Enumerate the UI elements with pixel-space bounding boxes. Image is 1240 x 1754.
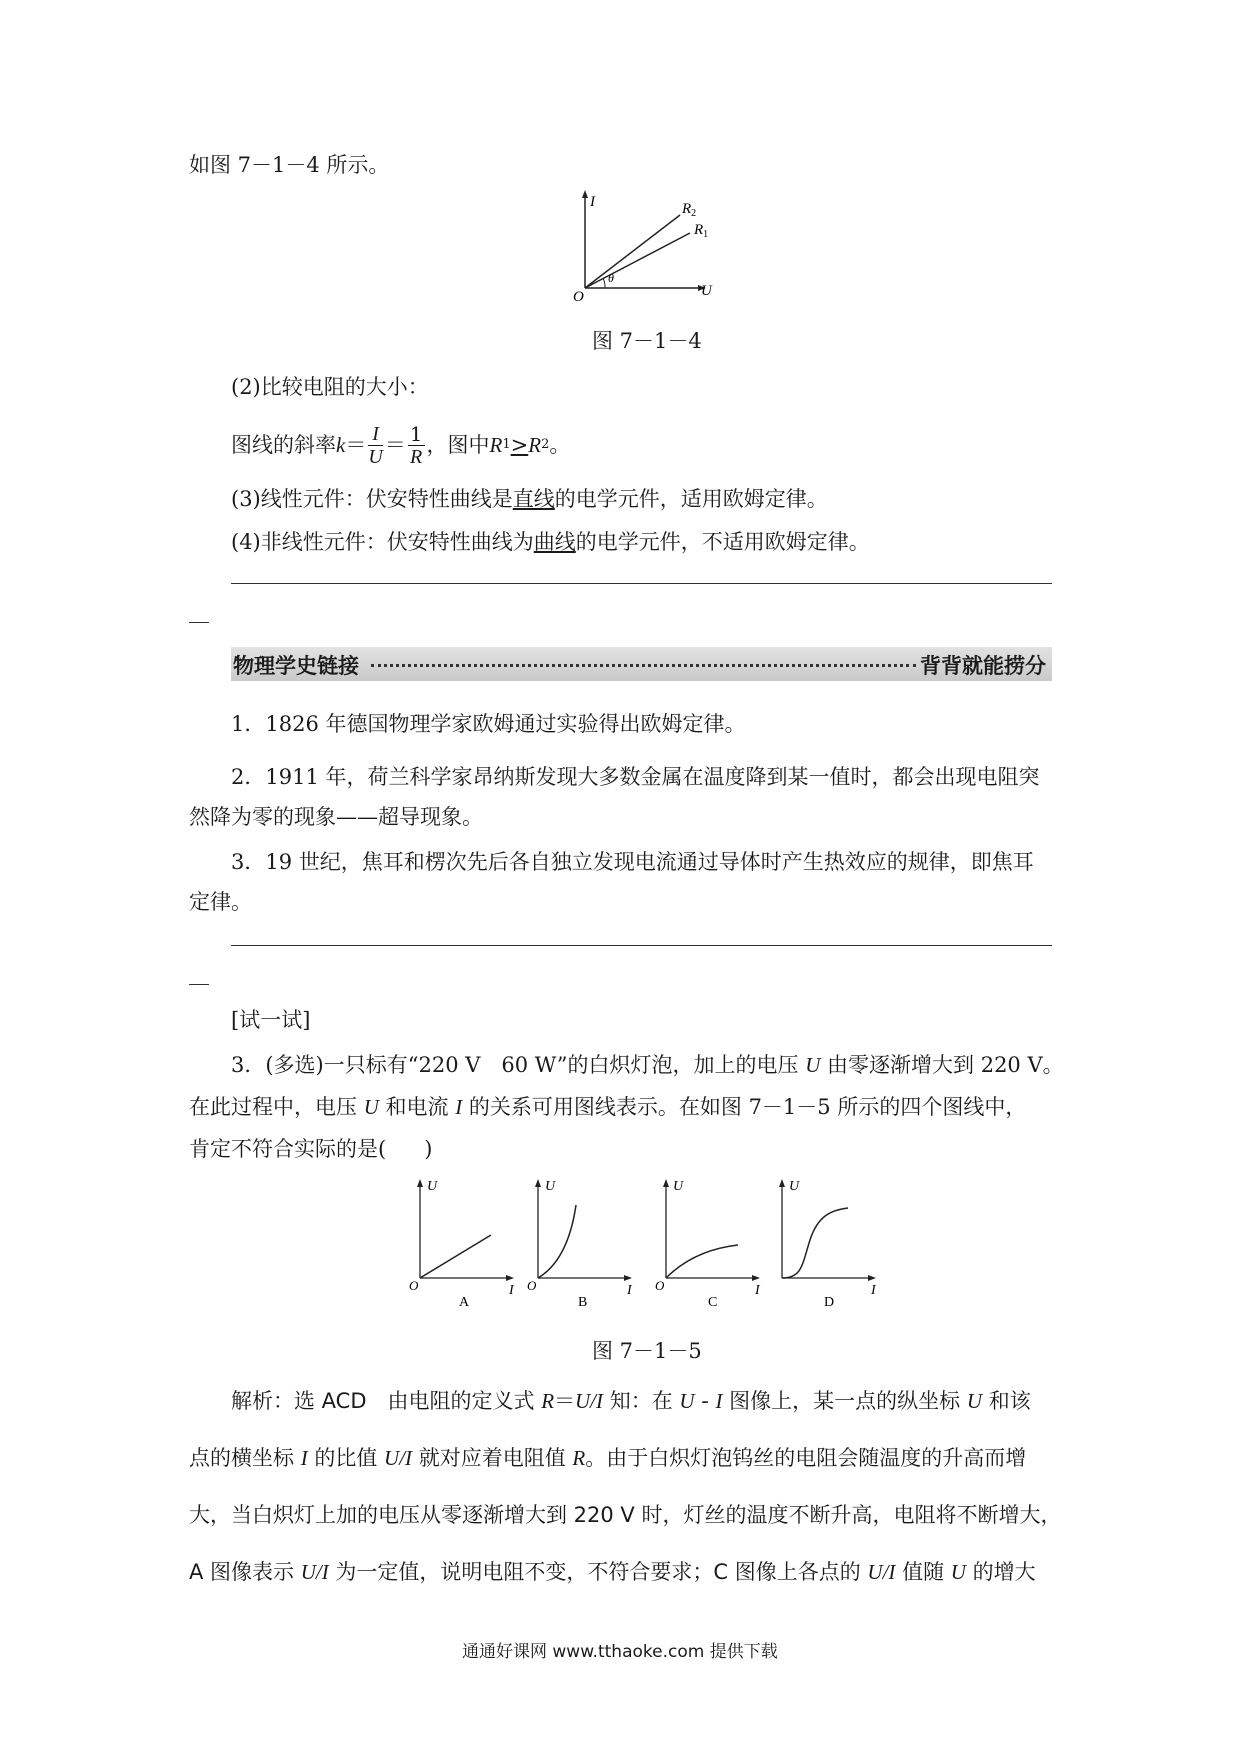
- svg-text:O: O: [409, 1278, 419, 1293]
- fraction-1-over-r: $\frac{1}{R}$: [409, 421, 423, 468]
- history-item-1: 1．1826 年德国物理学家欧姆通过实验得出欧姆定律。: [231, 712, 746, 736]
- option-b-label: B: [578, 1295, 588, 1310]
- history-item-2-line1: 2．1911 年，荷兰科学家昂纳斯发现大多数金属在温度降到某一值时，都会出现电阻突: [231, 765, 1040, 789]
- divider-dash-1: [189, 622, 209, 623]
- fig4-y-label: I: [590, 194, 595, 210]
- svg-text:I: I: [627, 1283, 632, 1298]
- graph-c: [655, 1179, 761, 1310]
- point4: (4)非线性元件：伏安特性曲线为曲线的电学元件，不适用欧姆定律。: [231, 530, 870, 554]
- fig5-caption: 图 7－1－5: [592, 1339, 702, 1363]
- svg-text:O: O: [655, 1278, 665, 1293]
- graph-a-curve: [420, 1235, 491, 1278]
- svg-text:U: U: [427, 1179, 438, 1194]
- banner-subtitle: 背背就能捞分: [920, 654, 1046, 678]
- graph-a: [409, 1179, 515, 1310]
- intro-line: 如图 7－1－4 所示。: [189, 153, 390, 177]
- svg-text:I: I: [509, 1283, 514, 1298]
- option-c-label: C: [708, 1295, 718, 1310]
- banner-title: 物理学史链接: [233, 654, 359, 678]
- analysis-line4: A 图像表示 U/I 为一定值，说明电阻不变，不符合要求；C 图像上各点的 U/I 值随 U 的增大: [189, 1560, 1036, 1584]
- history-item-3-line2: 定律。: [189, 890, 252, 914]
- fig4-line2-label: $R_1$: [694, 222, 709, 240]
- option-a-label: A: [459, 1295, 470, 1310]
- analysis-line3: 大，当白炽灯上加的电压从零逐渐增大到 220 V 时，灯丝的温度不断升高，电阻将不断增大，: [189, 1503, 1062, 1527]
- graph-d: [779, 1179, 877, 1310]
- svg-text:U: U: [545, 1179, 556, 1194]
- history-item-2-line2: 然降为零的现象——超导现象。: [189, 805, 483, 829]
- analysis-line1: 解析：选 ACD 由电阻的定义式 R＝U/I 知：在 U - I 图像上，某一点的纵坐标 U 和该: [231, 1389, 1031, 1413]
- fig4-x-label: U: [701, 283, 712, 299]
- svg-text:I: I: [871, 1283, 876, 1298]
- svg-text:U: U: [789, 1179, 800, 1194]
- divider-2: [231, 945, 1052, 946]
- try-label: [试一试]: [231, 1008, 311, 1032]
- slope-formula: 图线的斜率 k ＝ $\frac{I}{U}$ ＝ $\frac{1}{R}$ ，图中 R 1 > R 2 。: [231, 421, 571, 468]
- question-line2: 在此过程中，电压 U 和电流 I 的关系可用图线表示。在如图 7－1－5 所示的四个图线中，: [189, 1095, 1027, 1119]
- divider-dash-2: [189, 984, 209, 985]
- figure-7-1-4: [560, 188, 730, 308]
- r2-line: [585, 215, 680, 288]
- graph-b: [527, 1179, 633, 1310]
- fig4-caption: 图 7－1－4: [592, 329, 702, 353]
- fig4-angle-label: θ: [608, 271, 614, 285]
- analysis-line2: 点的横坐标 I 的比值 U/I 就对应着电阻值 R。由于白炽灯泡钨丝的电阻会随温度的升高而增: [189, 1446, 1027, 1470]
- fig4-origin: O: [573, 289, 584, 305]
- figure-7-1-5: [408, 1170, 888, 1310]
- graph-c-curve: [666, 1245, 738, 1278]
- r1-line: [585, 233, 690, 288]
- question-line3: 肯定不符合实际的是( ): [189, 1137, 433, 1161]
- divider-1: [231, 583, 1052, 584]
- history-banner: [231, 647, 1052, 681]
- graph-b-curve: [538, 1205, 576, 1278]
- point2-title: (2)比较电阻的大小：: [231, 375, 429, 399]
- fraction-i-over-u: $\frac{I}{U}$: [368, 422, 383, 468]
- banner-dots: [371, 664, 916, 667]
- history-item-3-line1: 3．19 世纪，焦耳和楞次先后各自独立发现电流通过导体时产生热效应的规律，即焦耳: [231, 850, 1034, 874]
- graph-d-curve: [782, 1208, 848, 1278]
- page-footer: 通通好课网 www.tthaoke.com 提供下载: [462, 1642, 778, 1662]
- svg-text:U: U: [673, 1179, 684, 1194]
- point3: (3)线性元件：伏安特性曲线是直线的电学元件，适用欧姆定律。: [231, 487, 828, 511]
- svg-text:O: O: [527, 1278, 537, 1293]
- question-line1: 3．(多选)一只标有“220 V 60 W”的白炽灯泡，加上的电压 U 由零逐渐增大到 220 V。: [231, 1053, 1064, 1077]
- option-d-label: D: [824, 1295, 835, 1310]
- svg-text:I: I: [755, 1283, 760, 1298]
- fig4-line1-label: $R_2$: [682, 201, 697, 219]
